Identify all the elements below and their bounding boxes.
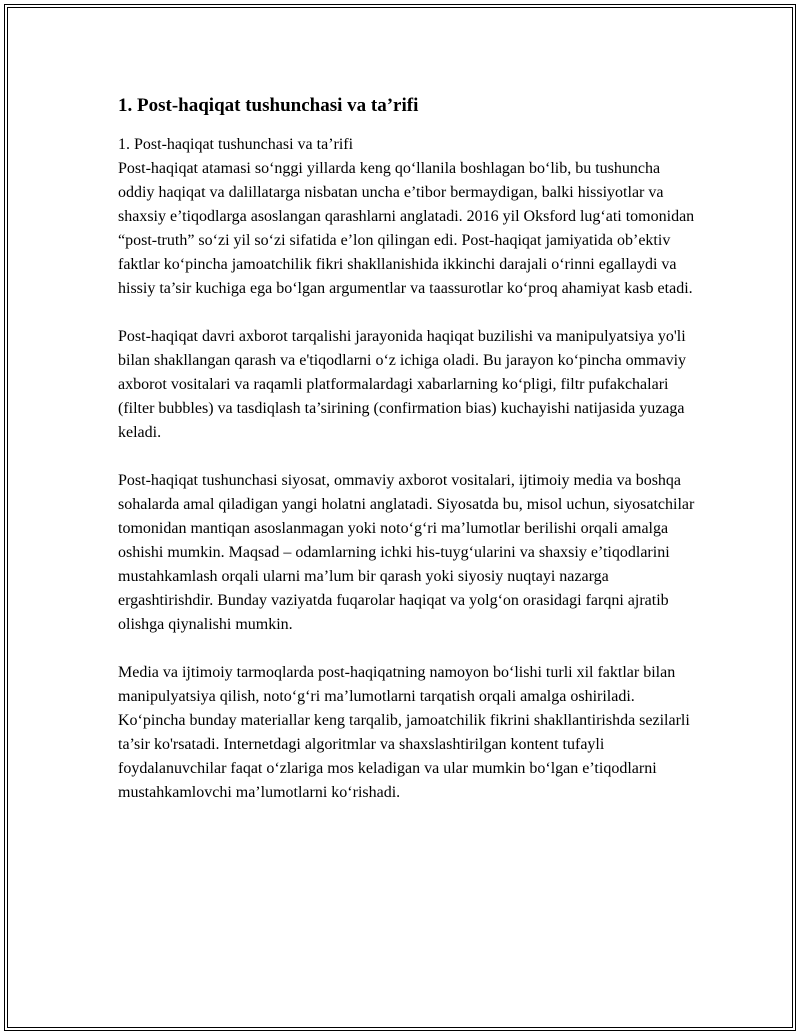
document-title: 1. Post-haqiqat tushunchasi va ta’rifi [118, 95, 419, 116]
paragraph-4: Media va ijtimoiy tarmoqlarda post-haqiqatning namoyon bo‘lishi turli xil faktlar bilan manipulyatsiya qilish, noto‘g‘ri ma’lumotlarni tarqatish orqali amalga oshiriladi. Ko‘pincha bunday materiallar keng tarqalib, jamoatchilik fikrini shakllantirishda sezilarli ta’sir ko'rsatadi. Internetdagi algoritmlar va shaxslashtirilgan kontent tufayli foydalanuvchilar faqat o‘zlariga mos keladigan va ular mumkin bo‘lgan e’tiqodlarni mustahkamlovchi ma’lumotlarni ko‘rishadi. [118, 664, 690, 801]
paragraph-3: Post-haqiqat tushunchasi siyosat, ommaviy axborot vositalari, ijtimoiy media va boshqa sohalarda amal qiladigan yangi holatni anglatadi. Siyosatda bu, misol uchun, siyosatchilar tomonidan mantiqan asoslanmagan yoki noto‘g‘ri ma’lumotlar berilishi orqali amalga oshishi mumkin. Maqsad – odamlarning ichki his-tuyg‘ularini va shaxsiy e’tiqodlarini mustahkamlash orqali ularni ma’lum bir qarash yoki siyosiy nuqtayi nazarga ergashtirishdir. Bunday vaziyatda fuqarolar haqiqat va yolg‘on orasidagi farqni ajratib olishga qiynalishi mumkin. [118, 472, 695, 633]
paragraph-1: Post-haqiqat atamasi so‘nggi yillarda keng qo‘llanila boshlagan bo‘lib, bu tushuncha oddiy haqiqat va dalillatarga nisbatan uncha e’tibor bermaydigan, balki hissiyotlar va shaxsiy e’tiqodlarga asoslangan qarashlarni anglatadi. 2016 yil Oksford lug‘ati tomonidan “post-truth” so‘zi yil so‘zi sifatida e’lon qilingan edi. Post-haqiqat jamiyatida ob’ektiv faktlar ko‘pincha jamoatchilik fikri shakllanishida ikkinchi darajali o‘rinni egallaydi va hissiy ta’sir kuchiga ega bo‘lgan argumentlar va taassurotlar ko‘proq ahamiyat kasb etadi. [118, 160, 695, 297]
section-subheading: 1. Post-haqiqat tushunchasi va ta’rifi [118, 136, 354, 153]
document-body [118, 94, 698, 829]
paragraph-2: Post-haqiqat davri axborot tarqalishi jarayonida haqiqat buzilishi va manipulyatsiya yo'li bilan shakllangan qarash va e'tiqodlarni o‘z ichiga oladi. Bu jarayon ko‘pincha ommaviy axborot vositalari va raqamli platformalardagi xabarlarning ko‘pligi, filtr pufakchalari (filter bubbles) va tasdiqlash ta’sirining (confirmation bias) kuchayishi natijasida yuzaga keladi. [118, 328, 687, 441]
